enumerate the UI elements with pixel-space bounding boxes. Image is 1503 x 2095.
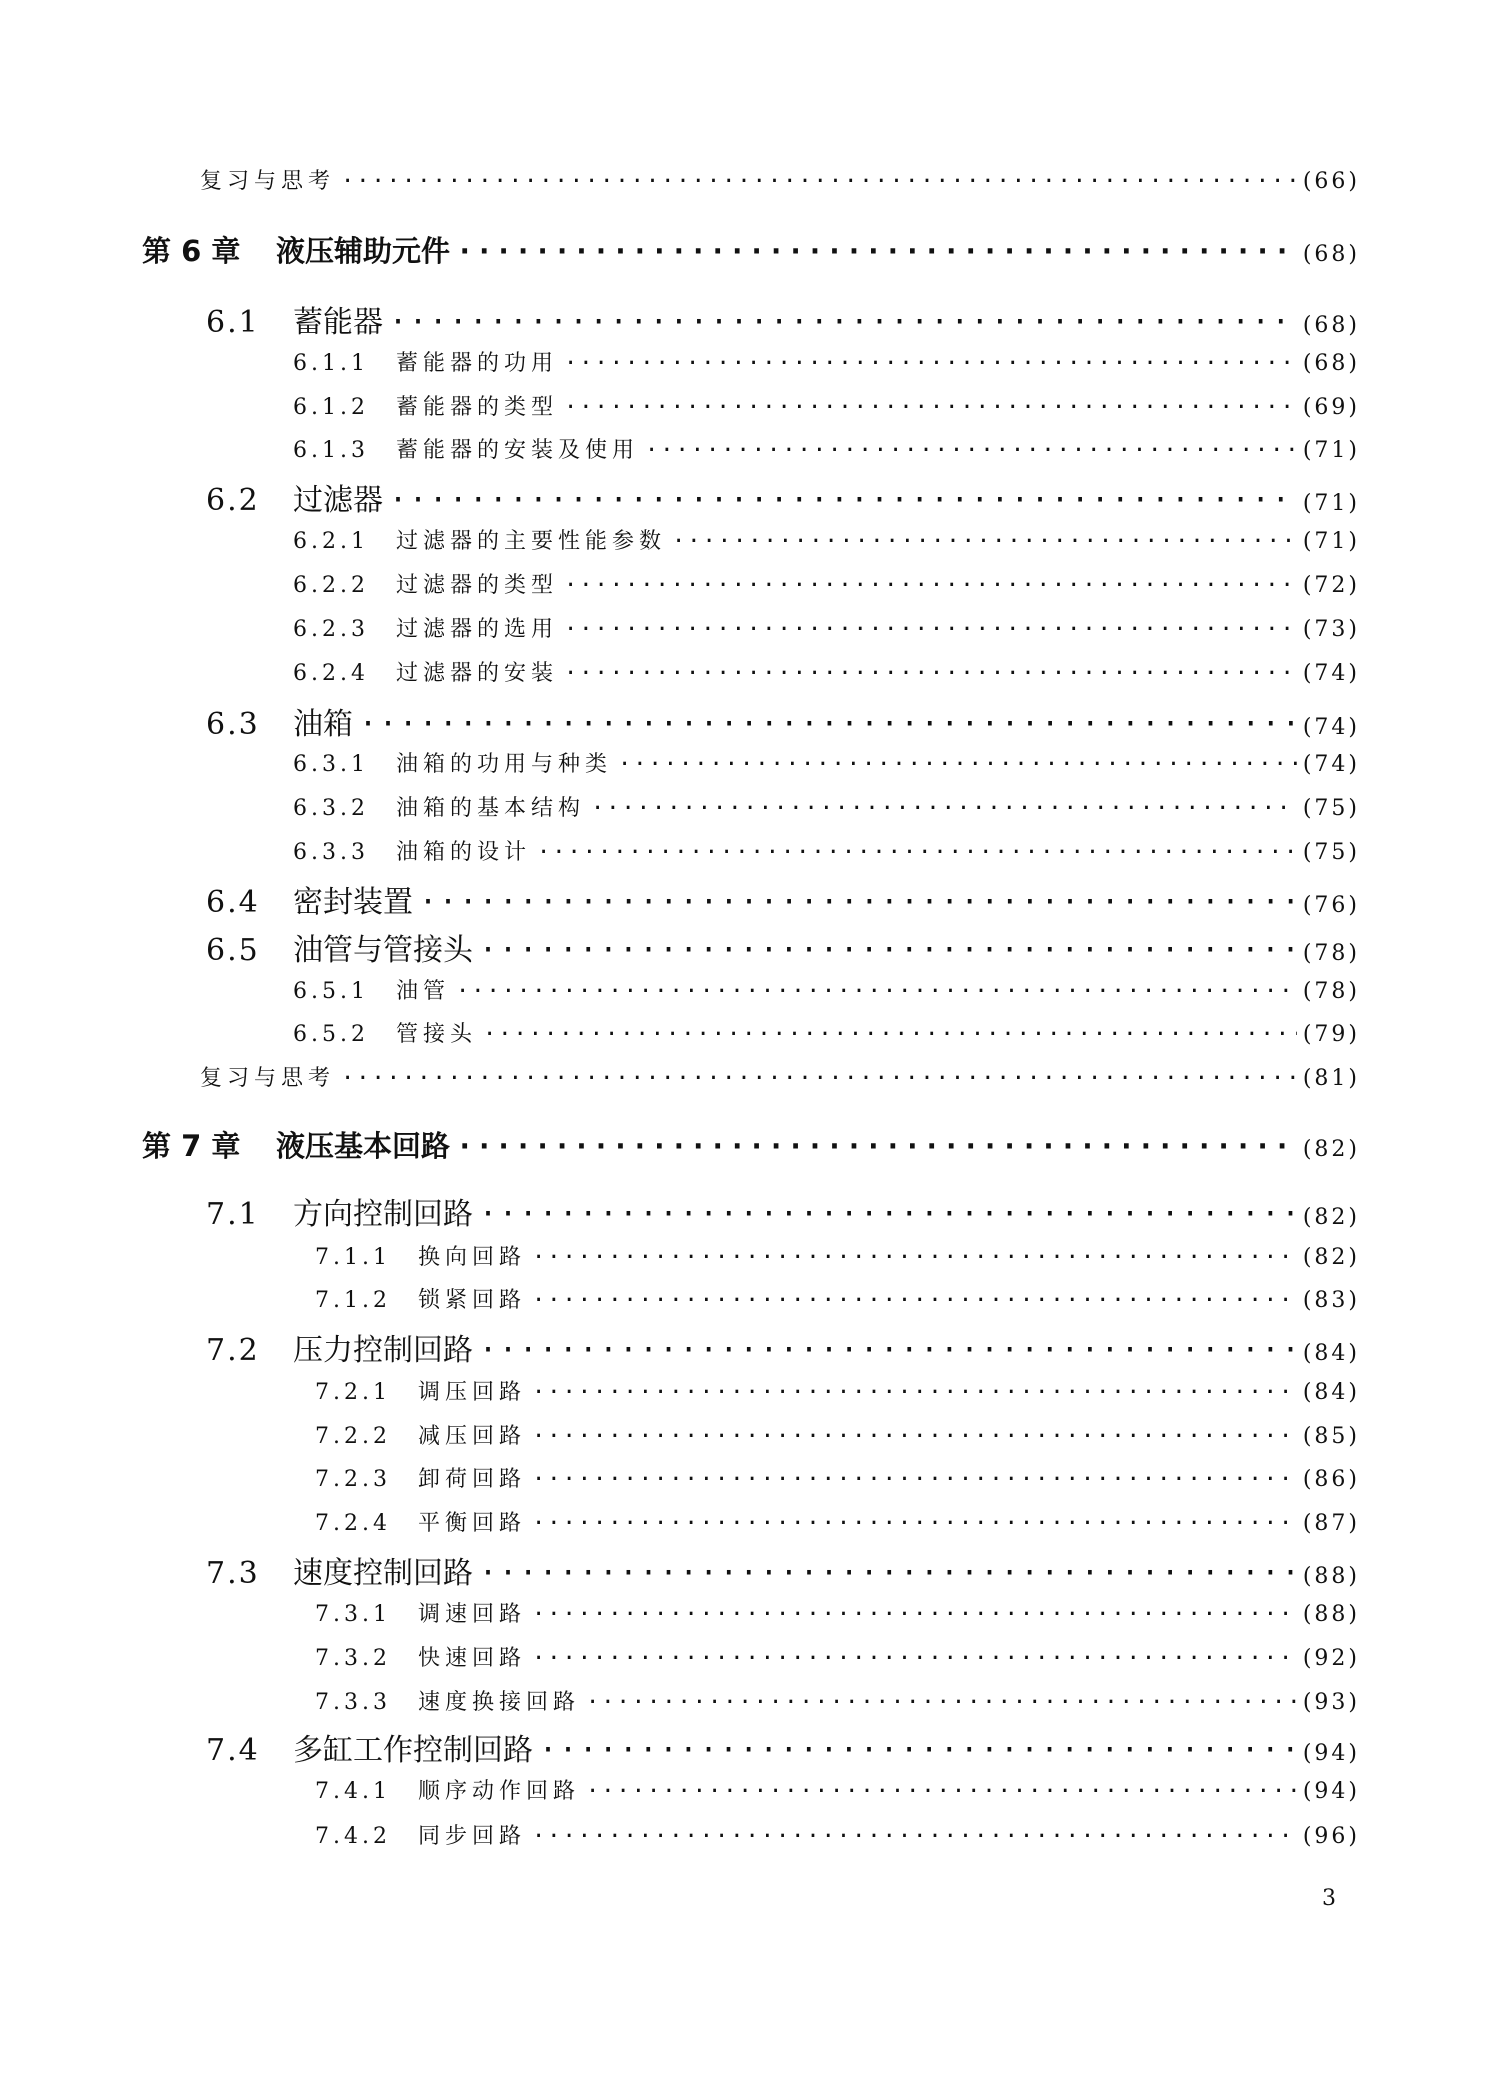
entry-title: 多缸工作控制回路 (293, 1733, 533, 1768)
toc-entry-sub[interactable] (315, 1375, 1360, 1406)
entry-title: 油箱的功用与种类 (396, 752, 613, 777)
entry-page-number: (92) (1302, 1646, 1360, 1671)
dot-leader (341, 169, 1297, 194)
toc-entry-sub[interactable] (315, 1641, 1360, 1672)
entry-page-number: (69) (1302, 395, 1360, 420)
toc-entry-sub[interactable] (315, 1283, 1360, 1314)
entry-page-number: (74) (1302, 661, 1360, 686)
dot-leader (419, 885, 1297, 920)
entry-title: 油箱的基本结构 (396, 796, 586, 821)
entry-page-number: (71) (1302, 529, 1360, 554)
toc-entry-sub[interactable] (293, 791, 1360, 822)
entry-page-number: (78) (1302, 941, 1360, 966)
entry-number: 第 6 章 (142, 234, 241, 268)
dot-leader (456, 234, 1297, 268)
dot-leader (532, 1380, 1297, 1405)
entry-number: 7.3.1 (315, 1602, 391, 1627)
dot-leader (479, 933, 1297, 968)
entry-page-number: (68) (1302, 313, 1360, 338)
dot-leader (586, 1779, 1297, 1804)
entry-page-number: (88) (1302, 1602, 1360, 1627)
entry-page-number: (76) (1302, 893, 1360, 918)
entry-page-number: (73) (1302, 617, 1360, 642)
toc-entry-sub[interactable] (293, 390, 1360, 421)
dot-leader (564, 617, 1297, 642)
toc-entry-review[interactable] (200, 1061, 1360, 1092)
entry-title: 调压回路 (418, 1380, 527, 1405)
dot-leader (586, 1690, 1297, 1715)
entry-page-number: (75) (1302, 796, 1360, 821)
entry-title: 速度控制回路 (293, 1556, 473, 1591)
entry-page-number: (82) (1302, 1245, 1360, 1270)
entry-page-number: (88) (1302, 1564, 1360, 1589)
dot-leader (532, 1646, 1297, 1671)
entry-title: 蓄能器的类型 (396, 395, 559, 420)
dot-leader (389, 483, 1297, 518)
entry-page-number: (94) (1302, 1741, 1360, 1766)
dot-leader (532, 1245, 1297, 1270)
dot-leader (618, 752, 1297, 777)
entry-number: 6.2 (206, 483, 260, 518)
entry-title: 油管 (396, 979, 451, 1004)
entry-title: 复习与思考 (200, 1066, 336, 1091)
dot-leader (591, 796, 1297, 821)
entry-page-number: (74) (1302, 752, 1360, 777)
entry-title: 过滤器的安装 (396, 661, 559, 686)
entry-number: 6.1.2 (293, 395, 369, 420)
entry-page-number: (84) (1302, 1380, 1360, 1405)
entry-number: 7.4.1 (315, 1779, 391, 1804)
dot-leader (539, 1733, 1297, 1768)
entry-title: 液压基本回路 (276, 1129, 451, 1163)
entry-page-number: (68) (1302, 242, 1360, 267)
toc-entry-sub[interactable] (315, 1506, 1360, 1537)
dot-leader (532, 1288, 1297, 1313)
toc-entry-sub[interactable] (293, 612, 1360, 643)
entry-page-number: (86) (1302, 1467, 1360, 1492)
entry-title: 液压辅助元件 (276, 234, 451, 268)
toc-entry-sub[interactable] (293, 433, 1360, 464)
dot-leader (564, 661, 1297, 686)
toc-entry-section[interactable] (206, 475, 1360, 519)
toc-entry-review[interactable] (200, 164, 1360, 195)
entry-page-number: (93) (1302, 1690, 1360, 1715)
entry-title: 油箱 (293, 707, 353, 742)
entry-title: 调速回路 (418, 1602, 527, 1627)
entry-title: 蓄能器 (293, 305, 383, 340)
toc-entry-sub[interactable] (293, 1017, 1360, 1048)
entry-title: 过滤器 (293, 483, 383, 518)
entry-title: 压力控制回路 (293, 1333, 473, 1368)
entry-title: 过滤器的主要性能参数 (396, 529, 667, 554)
entry-number: 6.1 (206, 305, 260, 340)
entry-number: 6.1.1 (293, 351, 369, 376)
dot-leader (341, 1066, 1297, 1091)
entry-page-number: (82) (1302, 1137, 1360, 1162)
entry-number: 6.2.3 (293, 617, 369, 642)
entry-page-number: (71) (1302, 438, 1360, 463)
entry-number: 7.4.2 (315, 1824, 391, 1849)
entry-number: 6.5 (206, 933, 260, 968)
toc-entry-sub[interactable] (315, 1240, 1360, 1271)
entry-number: 6.3 (206, 707, 260, 742)
toc-entry-sub[interactable] (293, 524, 1360, 555)
toc-entry-sub[interactable] (315, 1685, 1360, 1716)
toc-entry-section[interactable] (206, 1725, 1360, 1769)
toc-entry-section[interactable] (206, 297, 1360, 341)
entry-number: 6.2.1 (293, 529, 369, 554)
entry-number: 7.1 (206, 1197, 260, 1232)
entry-number: 7.2.3 (315, 1467, 391, 1492)
toc-entry-section[interactable] (206, 699, 1360, 743)
dot-leader (532, 1424, 1297, 1449)
entry-page-number: (85) (1302, 1424, 1360, 1449)
toc-entry-section[interactable] (206, 1548, 1360, 1592)
entry-page-number: (68) (1302, 351, 1360, 376)
entry-number: 第 7 章 (142, 1129, 241, 1163)
entry-number: 6.3.3 (293, 840, 369, 865)
entry-number: 6.4 (206, 885, 260, 920)
entry-title: 蓄能器的安装及使用 (396, 438, 640, 463)
entry-title: 蓄能器的功用 (396, 351, 559, 376)
entry-page-number: (96) (1302, 1824, 1360, 1849)
toc-entry-sub[interactable] (315, 1419, 1360, 1450)
entry-title: 复习与思考 (200, 169, 336, 194)
entry-title: 管接头 (396, 1022, 478, 1047)
toc-entry-sub[interactable] (293, 568, 1360, 599)
entry-number: 7.3.3 (315, 1690, 391, 1715)
entry-number: 6.2.2 (293, 573, 369, 598)
toc-entry-sub[interactable] (315, 1774, 1360, 1805)
entry-title: 过滤器的类型 (396, 573, 559, 598)
entry-number: 7.4 (206, 1733, 260, 1768)
entry-title: 油箱的设计 (396, 840, 532, 865)
entry-title: 换向回路 (418, 1245, 527, 1270)
entry-number: 6.3.2 (293, 796, 369, 821)
entry-title: 过滤器的选用 (396, 617, 559, 642)
entry-number: 7.2.2 (315, 1424, 391, 1449)
toc-entry-section[interactable] (206, 1325, 1360, 1369)
entry-number: 7.1.1 (315, 1245, 391, 1270)
entry-number: 6.1.3 (293, 438, 369, 463)
entry-page-number: (87) (1302, 1511, 1360, 1536)
dot-leader (564, 573, 1297, 598)
toc-entry-sub[interactable] (293, 974, 1360, 1005)
entry-title: 平衡回路 (418, 1511, 527, 1536)
entry-number: 6.2.4 (293, 661, 369, 686)
toc-entry-section[interactable] (206, 877, 1360, 921)
dot-leader (479, 1556, 1297, 1591)
entry-title: 密封装置 (293, 885, 413, 920)
dot-leader (532, 1602, 1297, 1627)
entry-title: 速度换接回路 (418, 1690, 581, 1715)
entry-title: 同步回路 (418, 1824, 527, 1849)
entry-page-number: (83) (1302, 1288, 1360, 1313)
entry-number: 7.3 (206, 1556, 260, 1591)
toc-entry-sub[interactable] (293, 656, 1360, 687)
dot-leader (456, 979, 1297, 1004)
toc-entry-sub[interactable] (315, 1597, 1360, 1628)
entry-page-number: (82) (1302, 1205, 1360, 1230)
dot-leader (479, 1197, 1297, 1232)
entry-page-number: (81) (1302, 1066, 1360, 1091)
entry-number: 7.1.2 (315, 1288, 391, 1313)
dot-leader (456, 1129, 1297, 1163)
entry-page-number: (72) (1302, 573, 1360, 598)
toc-entry-sub[interactable] (315, 1819, 1360, 1850)
dot-leader (564, 351, 1297, 376)
toc-entry-sub[interactable] (293, 835, 1360, 866)
toc-entry-chapter[interactable] (142, 229, 1360, 270)
toc-entry-chapter[interactable] (142, 1124, 1360, 1165)
entry-page-number: (66) (1302, 169, 1360, 194)
entry-page-number: (71) (1302, 491, 1360, 516)
dot-leader (645, 438, 1297, 463)
dot-leader (672, 529, 1297, 554)
entry-page-number: (79) (1302, 1022, 1360, 1047)
entry-title: 锁紧回路 (418, 1288, 527, 1313)
dot-leader (564, 395, 1297, 420)
entry-page-number: (75) (1302, 840, 1360, 865)
dot-leader (537, 840, 1297, 865)
entry-number: 7.2 (206, 1333, 260, 1368)
entry-number: 7.2.4 (315, 1511, 391, 1536)
entry-number: 6.5.2 (293, 1022, 369, 1047)
entry-title: 油管与管接头 (293, 933, 473, 968)
entry-title: 方向控制回路 (293, 1197, 473, 1232)
entry-page-number: (84) (1302, 1341, 1360, 1366)
page-number: 3 (1322, 1886, 1336, 1911)
entry-number: 7.3.2 (315, 1646, 391, 1671)
entry-number: 7.2.1 (315, 1380, 391, 1405)
dot-leader (359, 707, 1297, 742)
entry-title: 快速回路 (418, 1646, 527, 1671)
entry-title: 减压回路 (418, 1424, 527, 1449)
dot-leader (389, 305, 1297, 340)
dot-leader (532, 1467, 1297, 1492)
entry-title: 顺序动作回路 (418, 1779, 581, 1804)
entry-title: 卸荷回路 (418, 1467, 527, 1492)
dot-leader (532, 1824, 1297, 1849)
entry-page-number: (78) (1302, 979, 1360, 1004)
toc-entry-section[interactable] (206, 1189, 1360, 1233)
dot-leader (479, 1333, 1297, 1368)
entry-page-number: (74) (1302, 715, 1360, 740)
toc-entry-sub[interactable] (293, 747, 1360, 778)
entry-page-number: (94) (1302, 1779, 1360, 1804)
dot-leader (532, 1511, 1297, 1536)
entry-number: 6.3.1 (293, 752, 369, 777)
entry-number: 6.5.1 (293, 979, 369, 1004)
dot-leader (483, 1022, 1297, 1047)
toc-entry-sub[interactable] (315, 1462, 1360, 1493)
toc-entry-sub[interactable] (293, 346, 1360, 377)
toc-entry-section[interactable] (206, 925, 1360, 969)
